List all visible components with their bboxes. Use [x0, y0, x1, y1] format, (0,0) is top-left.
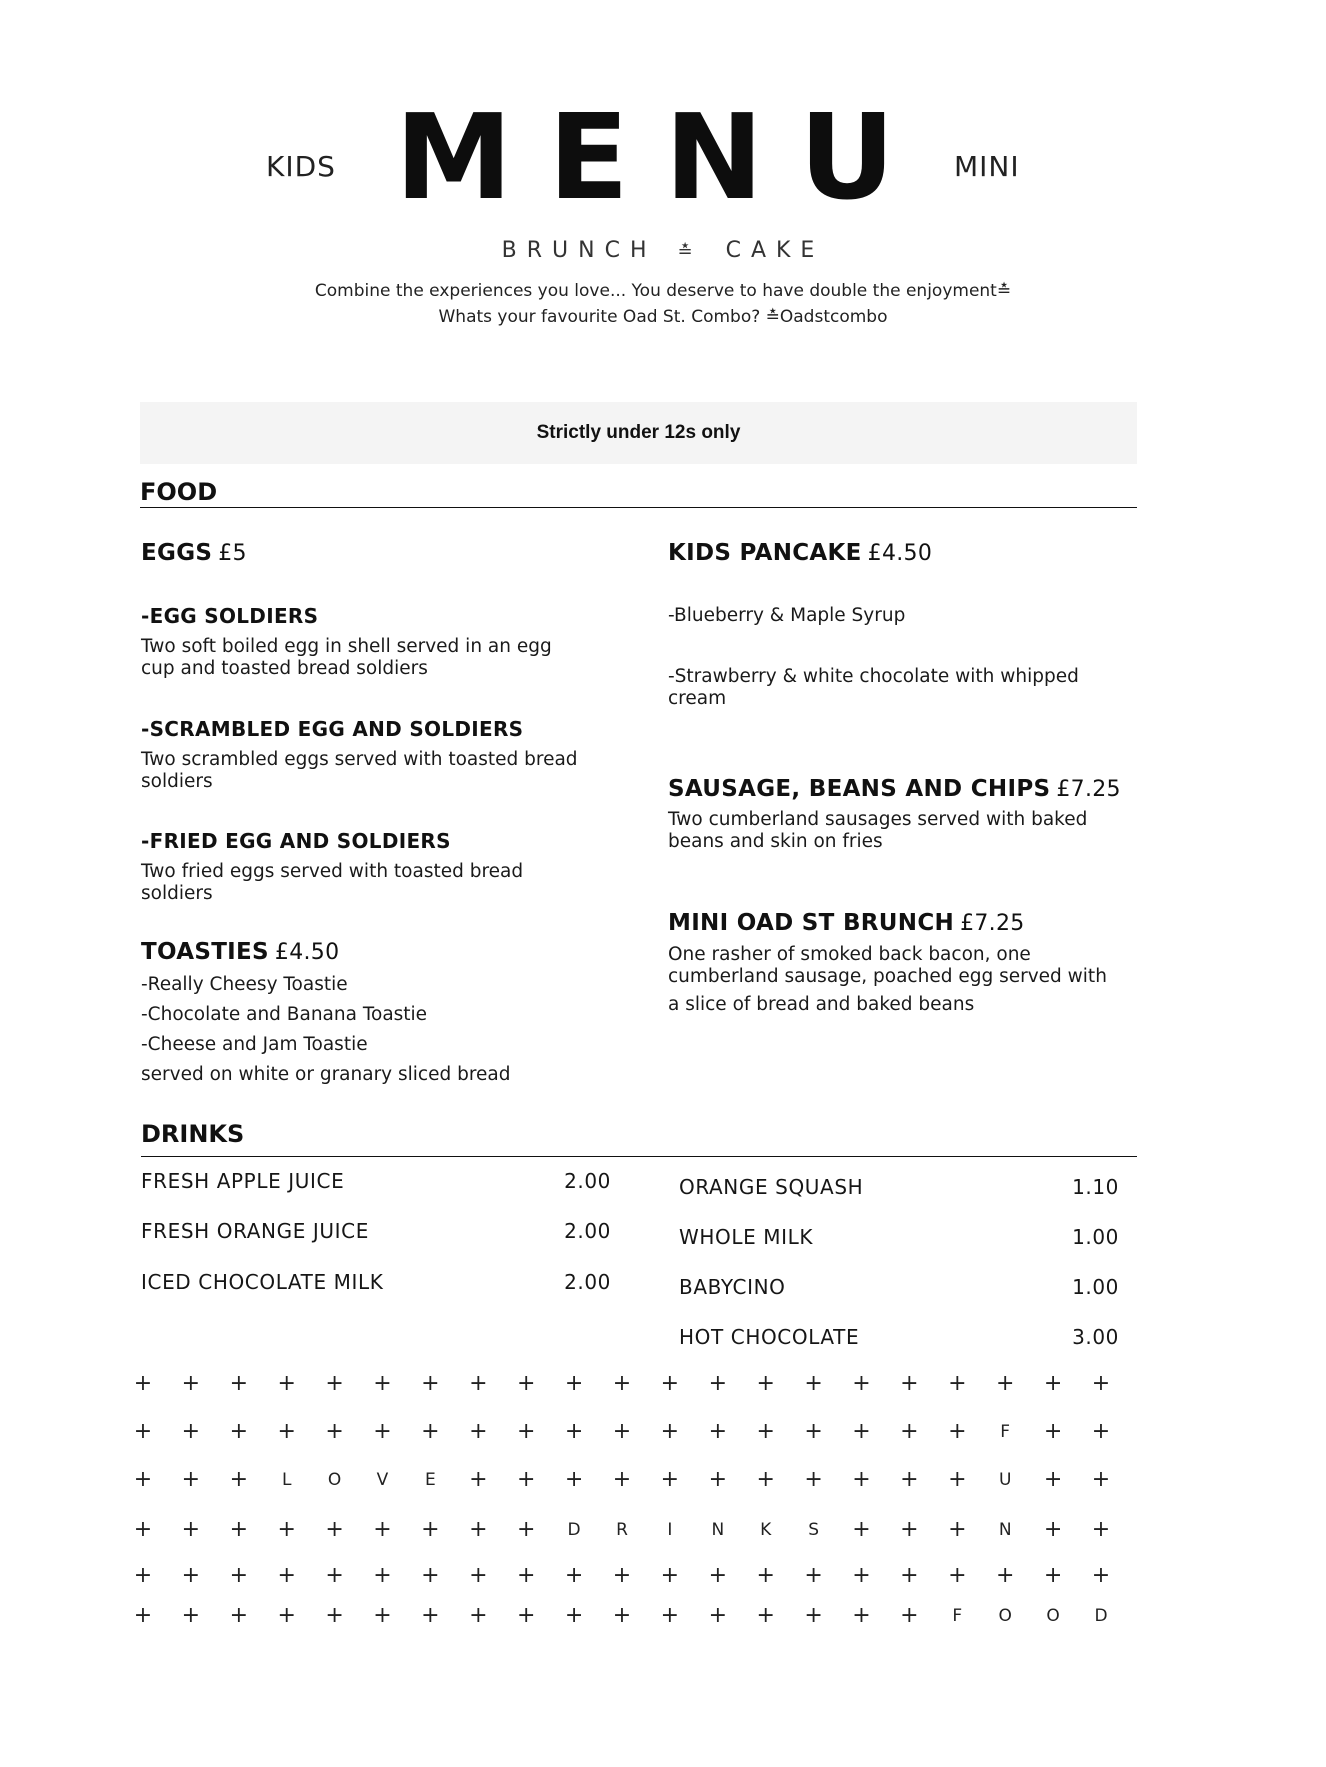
sausage-price: £7.25	[1056, 777, 1121, 802]
sausage-title: SAUSAGE, BEANS AND CHIPS	[668, 776, 1051, 802]
menu-title-letter: M	[395, 88, 513, 226]
grid-letter: D	[1094, 1606, 1108, 1626]
plus-mark: +	[277, 1517, 296, 1542]
desc-line: Two soft boiled egg in shell served in an egg	[141, 636, 552, 657]
plus-mark: +	[516, 1419, 536, 1444]
desc-line: cumberland sausage, poached egg served with	[668, 966, 1107, 987]
plus-mark: +	[995, 1563, 1015, 1588]
plus-mark: +	[852, 1419, 871, 1444]
plus-mark: +	[564, 1563, 584, 1588]
desc-line: beans and skin on fries	[668, 831, 883, 852]
drinks-heading: DRINKS	[141, 1120, 245, 1148]
plus-mark: +	[564, 1603, 584, 1628]
plus-mark: +	[660, 1467, 680, 1492]
plus-mark: +	[229, 1467, 249, 1492]
plus-mark: +	[421, 1517, 440, 1542]
kids-pancake-title: KIDS PANCAKE	[668, 540, 862, 566]
drink-row	[679, 1275, 1119, 1303]
mini-label: MINI	[954, 150, 1020, 183]
fried-egg-desc	[141, 861, 523, 905]
sausage-desc	[668, 809, 1087, 853]
plus-mark: +	[708, 1419, 728, 1444]
plus-mark: +	[612, 1419, 632, 1444]
separator-icon: ≛	[677, 241, 693, 262]
drink-row	[141, 1219, 611, 1247]
plus-mark: +	[1091, 1517, 1111, 1542]
grid-letter: E	[425, 1470, 436, 1490]
plus-mark: +	[900, 1419, 919, 1444]
plus-mark: +	[181, 1419, 201, 1444]
plus-mark: +	[660, 1563, 680, 1588]
plus-mark: +	[469, 1419, 488, 1444]
plus-mark: +	[852, 1371, 871, 1396]
kids-label: KIDS	[266, 150, 336, 183]
mini-brunch-price: £7.25	[960, 911, 1025, 936]
plus-mark: +	[1091, 1419, 1111, 1444]
plus-mark: +	[900, 1603, 919, 1628]
plus-mark: +	[1043, 1563, 1063, 1588]
plus-mark: +	[804, 1419, 823, 1444]
plus-mark: +	[133, 1563, 153, 1588]
grid-letter: N	[998, 1520, 1012, 1540]
mini-brunch-desc	[668, 944, 1107, 988]
plus-mark: +	[181, 1467, 201, 1492]
age-notice-banner	[140, 402, 1137, 464]
plus-mark: +	[1091, 1371, 1111, 1396]
subtitle-cake: CAKE	[725, 238, 825, 263]
plus-mark: +	[325, 1563, 344, 1588]
fried-egg-title: -FRIED EGG AND SOLDIERS	[141, 829, 451, 853]
subtitle-brunch: BRUNCH	[501, 238, 657, 263]
drink-price: 1.00	[1072, 1225, 1119, 1249]
plus-mark: +	[1043, 1419, 1063, 1444]
plus-mark: +	[181, 1563, 201, 1588]
drink-price: 1.00	[1072, 1275, 1119, 1299]
age-notice-text: Strictly under 12s only	[536, 422, 741, 443]
scrambled-egg-desc	[141, 749, 578, 793]
plus-mark: +	[469, 1603, 488, 1628]
plus-mark: +	[948, 1563, 967, 1588]
plus-mark: +	[133, 1517, 153, 1542]
plus-mark: +	[325, 1603, 344, 1628]
toasties-title: TOASTIES	[141, 939, 269, 965]
plus-mark: +	[421, 1419, 440, 1444]
drink-name: WHOLE MILK	[679, 1225, 814, 1249]
desc-line: soldiers	[141, 883, 213, 904]
plus-mark: +	[1091, 1563, 1111, 1588]
grid-letter: F	[1000, 1422, 1011, 1442]
plus-mark: +	[708, 1563, 728, 1588]
plus-mark: +	[421, 1603, 440, 1628]
grid-letter: S	[808, 1520, 819, 1540]
plus-mark: +	[1043, 1467, 1063, 1492]
plus-mark: +	[948, 1371, 967, 1396]
plus-mark: +	[325, 1419, 344, 1444]
plus-mark: +	[564, 1419, 584, 1444]
desc-line: cream	[668, 688, 727, 709]
grid-letter: V	[376, 1470, 389, 1490]
sausage-category	[668, 776, 1121, 802]
pancake-option: -Blueberry & Maple Syrup	[668, 605, 906, 626]
grid-letter: O	[327, 1470, 342, 1490]
plus-mark: +	[708, 1371, 728, 1396]
eggs-title: EGGS	[141, 540, 213, 566]
toastie-line: -Really Cheesy Toastie	[141, 974, 348, 995]
plus-mark: +	[852, 1603, 871, 1628]
plus-mark: +	[229, 1517, 249, 1542]
desc-line: -Strawberry & white chocolate with whipped	[668, 666, 1079, 687]
plus-mark: +	[612, 1467, 632, 1492]
plus-mark: +	[421, 1371, 440, 1396]
toastie-note: served on white or granary sliced bread	[141, 1064, 511, 1085]
drink-price: 3.00	[1072, 1325, 1119, 1349]
drink-name: HOT CHOCOLATE	[679, 1325, 860, 1349]
mini-brunch-title: MINI OAD ST BRUNCH	[668, 910, 955, 936]
egg-soldiers-desc	[141, 636, 552, 680]
plus-mark: +	[708, 1467, 728, 1492]
plus-mark: +	[181, 1371, 201, 1396]
plus-mark: +	[564, 1371, 584, 1396]
menu-title-letter: E	[548, 88, 629, 226]
drink-name: ICED CHOCOLATE MILK	[141, 1270, 384, 1294]
drink-row	[679, 1225, 1119, 1253]
plus-mark: +	[373, 1371, 392, 1396]
plus-mark: +	[900, 1563, 919, 1588]
kids-pancake-price: £4.50	[867, 541, 933, 566]
mini-brunch-desc-line: a slice of bread and baked beans	[668, 994, 975, 1015]
drink-name: FRESH ORANGE JUICE	[141, 1219, 369, 1243]
menu-title-letter: N	[664, 88, 764, 226]
plus-mark: +	[133, 1371, 153, 1396]
drink-price: 2.00	[564, 1270, 611, 1294]
drink-price: 2.00	[564, 1219, 611, 1243]
plus-mark: +	[852, 1467, 871, 1492]
plus-mark: +	[948, 1467, 967, 1492]
scrambled-egg-title: -SCRAMBLED EGG AND SOLDIERS	[141, 717, 524, 741]
grid-letter: U	[998, 1470, 1012, 1490]
desc-line: Two cumberland sausages served with baked	[668, 809, 1088, 830]
food-heading: FOOD	[140, 478, 218, 506]
plus-mark: +	[852, 1517, 871, 1542]
plus-mark: +	[516, 1371, 536, 1396]
plus-mark: +	[277, 1603, 296, 1628]
plus-mark: +	[181, 1603, 201, 1628]
drink-row	[679, 1325, 1119, 1353]
plus-mark: +	[612, 1603, 632, 1628]
plus-mark: +	[373, 1517, 392, 1542]
plus-mark: +	[516, 1603, 536, 1628]
plus-mark: +	[229, 1371, 249, 1396]
plus-mark: +	[804, 1603, 823, 1628]
plus-mark: +	[229, 1419, 249, 1444]
plus-mark: +	[133, 1467, 153, 1492]
plus-mark: +	[995, 1371, 1015, 1396]
plus-mark: +	[804, 1467, 823, 1492]
plus-mark: +	[181, 1517, 201, 1542]
plus-mark: +	[756, 1563, 775, 1588]
plus-mark: +	[229, 1603, 249, 1628]
plus-mark: +	[756, 1603, 775, 1628]
plus-mark: +	[900, 1517, 919, 1542]
desc-line: Two fried eggs served with toasted bread	[141, 861, 524, 882]
grid-letter: I	[667, 1520, 673, 1540]
pancake-option	[668, 666, 1079, 710]
decorative-word-grid	[133, 1371, 1133, 1634]
grid-letter: O	[1046, 1606, 1060, 1626]
grid-letter: R	[616, 1520, 628, 1540]
plus-mark: +	[804, 1563, 823, 1588]
plus-mark: +	[756, 1467, 775, 1492]
plus-mark: +	[277, 1371, 296, 1396]
plus-mark: +	[516, 1563, 536, 1588]
plus-mark: +	[325, 1517, 344, 1542]
menu-title-letter: U	[799, 88, 895, 226]
desc-line: cup and toasted bread soldiers	[141, 658, 428, 679]
toasties-price: £4.50	[274, 940, 340, 965]
tagline-line-1: Combine the experiences you love... You deserve to have double the enjoyment≛	[314, 281, 1012, 301]
drink-row	[141, 1270, 611, 1298]
menu-title	[395, 88, 895, 226]
toastie-line: -Cheese and Jam Toastie	[141, 1034, 368, 1055]
brunch-cake-subtitle	[0, 238, 1326, 263]
plus-mark: +	[325, 1371, 344, 1396]
drink-row	[679, 1175, 1119, 1203]
plus-mark: +	[469, 1371, 488, 1396]
mini-brunch-category	[668, 910, 1025, 936]
plus-mark: +	[564, 1467, 584, 1492]
plus-mark: +	[229, 1563, 249, 1588]
plus-mark: +	[900, 1371, 919, 1396]
plus-mark: +	[516, 1467, 536, 1492]
plus-mark: +	[1043, 1517, 1063, 1542]
plus-mark: +	[133, 1603, 153, 1628]
grid-letter: L	[281, 1470, 292, 1490]
drink-price: 2.00	[564, 1169, 611, 1193]
plus-mark: +	[469, 1563, 488, 1588]
grid-letter: N	[711, 1520, 725, 1540]
eggs-price: £5	[218, 541, 247, 566]
desc-line: One rasher of smoked back bacon, one	[668, 944, 1031, 965]
plus-mark: +	[469, 1467, 488, 1492]
plus-mark: +	[516, 1517, 536, 1542]
tagline-line-2: Whats your favourite Oad St. Combo? ≛Oadstcombo	[438, 307, 888, 327]
plus-mark: +	[660, 1371, 680, 1396]
plus-mark: +	[708, 1603, 728, 1628]
plus-mark: +	[948, 1517, 967, 1542]
plus-mark: +	[612, 1371, 632, 1396]
plus-mark: +	[612, 1563, 632, 1588]
plus-mark: +	[373, 1419, 392, 1444]
plus-mark: +	[373, 1603, 392, 1628]
plus-mark: +	[660, 1603, 680, 1628]
plus-mark: +	[373, 1563, 392, 1588]
drink-name: BABYCINO	[679, 1275, 786, 1299]
drink-price: 1.10	[1072, 1175, 1119, 1199]
drink-name: ORANGE SQUASH	[679, 1175, 864, 1199]
drink-name: FRESH APPLE JUICE	[141, 1169, 345, 1193]
egg-soldiers-title: -EGG SOLDIERS	[141, 604, 319, 628]
desc-line: Two scrambled eggs served with toasted bread	[141, 749, 578, 770]
plus-mark: +	[756, 1371, 775, 1396]
toasties-category	[141, 939, 339, 965]
toastie-line: -Chocolate and Banana Toastie	[141, 1004, 428, 1025]
kids-pancake-category	[668, 540, 932, 566]
plus-mark: +	[948, 1419, 967, 1444]
plus-mark: +	[1043, 1371, 1063, 1396]
plus-mark: +	[804, 1371, 823, 1396]
drink-row	[141, 1169, 611, 1197]
grid-letter: O	[998, 1606, 1012, 1626]
desc-line: soldiers	[141, 771, 213, 792]
plus-mark: +	[277, 1563, 296, 1588]
drinks-divider	[141, 1156, 1137, 1157]
plus-mark: +	[277, 1419, 296, 1444]
grid-letter: K	[760, 1520, 772, 1540]
plus-mark: +	[421, 1563, 440, 1588]
plus-mark: +	[900, 1467, 919, 1492]
plus-mark: +	[660, 1419, 680, 1444]
grid-letter: D	[567, 1520, 581, 1540]
grid-letter: F	[952, 1606, 963, 1626]
food-divider	[140, 507, 1137, 508]
plus-mark: +	[469, 1517, 488, 1542]
plus-mark: +	[852, 1563, 871, 1588]
eggs-category	[141, 540, 247, 566]
plus-mark: +	[133, 1419, 153, 1444]
plus-mark: +	[1091, 1467, 1111, 1492]
plus-mark: +	[756, 1419, 775, 1444]
